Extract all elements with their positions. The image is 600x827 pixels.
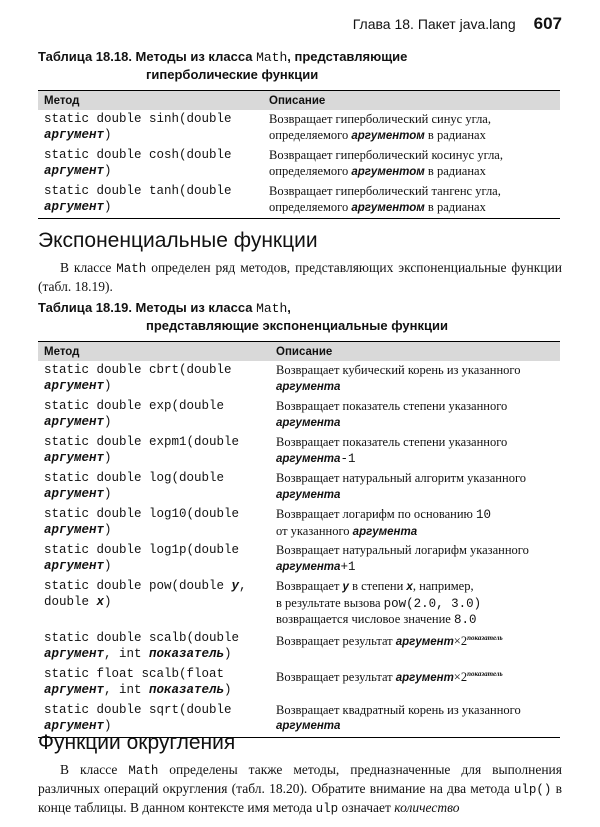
description-cell: Возвращает натуральный логарифм указанного аргумента+1 — [276, 543, 529, 574]
running-header — [353, 14, 562, 34]
description-cell: Возвращает кубический корень из указанного аргумента — [276, 363, 521, 393]
description-cell: Возвращает результат $аргумент\times 2^{показатель}$ — [276, 633, 503, 648]
table-row — [38, 146, 560, 182]
caption-line-2: гиперболические функции — [146, 67, 319, 82]
table-18-18-caption — [38, 48, 558, 83]
column-header-method: Метод — [38, 342, 270, 362]
paragraph-rounding-intro: В классе Math определены также методы, предназначенные для выполнения различных операций округления (табл. 18.20). Обратите внимание на два метода ulp() в конце таблицы. В данном контексте имя метода ulp означает количество — [38, 762, 562, 816]
method-cell: static double scalb(double аргумент, int показатель) — [44, 630, 240, 661]
paragraph-exponential-intro: В классе Math определен ряд методов, представляющих экспоненциальные функции (табл. 18.19). — [38, 260, 562, 294]
table-row — [38, 361, 560, 397]
section-heading-rounding: Функции округления — [38, 731, 236, 754]
method-cell: static double log(double аргумент) — [44, 471, 225, 501]
table-18-18 — [38, 90, 560, 219]
description-cell: Возвращает натуральный алгоритм указанного аргумента — [276, 471, 527, 501]
table-header-row — [38, 342, 560, 362]
caption-line-2: представляющие экспоненциальные функции — [146, 318, 448, 333]
caption-text: Таблица 18.18. Методы из класса — [38, 49, 257, 64]
description-cell: Возвращает гиперболический синус угла, определяемого аргументом в радианах — [269, 112, 491, 142]
column-header-description: Описание — [263, 91, 560, 111]
method-cell: static double expm1(double аргумент) — [44, 435, 240, 465]
method-cell: static double log10(double аргумент) — [44, 507, 240, 537]
method-cell: static double sinh(double аргумент) — [44, 112, 232, 142]
caption-code: Math — [256, 50, 288, 65]
method-cell: static float scalb(float аргумент, int показатель) — [44, 666, 232, 697]
caption-text: , представляющие — [287, 49, 408, 64]
method-cell: static double cosh(double аргумент) — [44, 148, 232, 178]
description-cell: Возвращает гиперболический косинус угла, определяемого аргументом в радианах — [269, 148, 503, 178]
description-cell: Возвращает гиперболический тангенс угла, определяемого аргументом в радианах — [263, 182, 560, 219]
description-cell: Возвращает показатель степени указанного аргумента-1 — [276, 435, 508, 466]
method-cell: static double exp(double аргумент) — [44, 399, 225, 429]
method-cell: static double cbrt(double аргумент) — [44, 363, 232, 393]
table-row — [38, 629, 560, 665]
table-row — [38, 182, 560, 219]
table-row — [38, 433, 560, 469]
column-header-description: Описание — [270, 342, 560, 362]
method-cell: static double pow(double y, double x) — [44, 579, 247, 609]
description-cell: Возвращает результат $аргумент\times 2^{показатель}$ — [276, 669, 503, 684]
table-18-19-caption — [38, 299, 558, 334]
table-row — [38, 397, 560, 433]
description-cell: Возвращает логарифм по основанию 10 от указанного аргумента — [276, 507, 492, 538]
caption-text: Таблица 18.19. Методы из класса — [38, 300, 257, 315]
section-heading-exponential: Экспоненциальные функции — [38, 229, 318, 252]
table-row — [38, 469, 560, 505]
table-row — [38, 665, 560, 701]
method-cell: static double tanh(double аргумент) — [38, 182, 263, 219]
description-cell: Возвращает показатель степени указанного аргумента — [276, 399, 508, 429]
chapter-title: Глава 18. Пакет java.lang — [352, 16, 516, 32]
table-row — [38, 505, 560, 541]
table-18-19 — [38, 341, 560, 738]
table-header-row — [38, 91, 560, 111]
method-cell: static double sqrt(double аргумент) — [38, 701, 270, 738]
caption-code: Math — [256, 301, 288, 316]
description-cell: Возвращает y в степени x, например, в результате вызова pow(2.0, 3.0) возвращается числовое значение 8.0 — [276, 579, 482, 627]
table-row — [38, 577, 560, 629]
table-row — [38, 541, 560, 577]
method-cell: static double log1p(double аргумент) — [44, 543, 240, 573]
column-header-method: Метод — [38, 91, 263, 111]
caption-text: , — [287, 300, 291, 315]
description-cell: Возвращает квадратный корень из указанного аргумента — [270, 701, 560, 738]
page-number: 607 — [533, 14, 562, 33]
table-row — [38, 110, 560, 146]
